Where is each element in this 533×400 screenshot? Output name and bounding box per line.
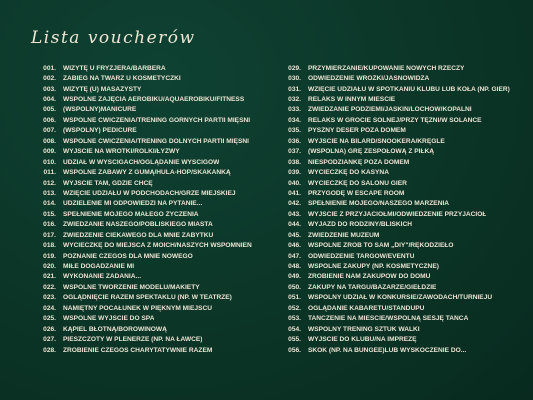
voucher-text: WIZYTĘ (U) MASAŻYSTY	[63, 85, 142, 93]
voucher-number: 021.	[43, 273, 56, 281]
voucher-number: 027.	[43, 336, 56, 344]
voucher-item	[34, 126, 274, 136]
voucher-text: WYJŚCIE NA WROTKI/ROLKI/ŁYŻWY	[63, 148, 180, 156]
voucher-item	[34, 240, 274, 250]
voucher-number: 048.	[288, 263, 301, 271]
voucher-number: 038.	[288, 158, 301, 166]
voucher-item	[283, 303, 528, 313]
voucher-text: ODWIEDZENIE WRÓŻKI/JASNOWIDZA	[308, 75, 430, 83]
voucher-text: (WSPÓLNY) PEDICURE	[63, 127, 137, 135]
voucher-text: (WSPÓLNY)MANICURE	[63, 106, 137, 114]
voucher-text: ZWIEDZENIE CIEKAWEGO DLA MNIE ZABYTKU	[63, 231, 214, 239]
voucher-text: UDZIAŁ W WYŚCIGACH/OGLĄDANIE WYŚCIGÓW	[63, 158, 220, 166]
voucher-item	[34, 199, 274, 209]
voucher-item	[34, 314, 274, 324]
voucher-number: 013.	[43, 189, 56, 197]
voucher-number: 012.	[43, 179, 56, 187]
voucher-item	[283, 314, 528, 324]
voucher-item	[34, 178, 274, 188]
voucher-number: 028.	[43, 346, 56, 354]
voucher-text: WYJAZD DO RODZINY/BLISKICH	[308, 221, 413, 229]
voucher-text: SPEŁNIENIE MOJEGO MAŁEGO ŻYCZENIA	[63, 210, 199, 218]
voucher-item	[283, 136, 528, 146]
voucher-item	[34, 84, 274, 94]
voucher-item	[283, 334, 528, 344]
voucher-number: 010.	[43, 158, 56, 166]
voucher-number: 011.	[43, 169, 56, 177]
voucher-item	[283, 167, 528, 177]
voucher-number: 014.	[43, 200, 56, 208]
voucher-item	[283, 147, 528, 157]
voucher-number: 039.	[288, 169, 301, 177]
voucher-number: 045.	[288, 231, 301, 239]
page-title: Lista voucherów	[31, 28, 196, 48]
voucher-text: WYJŚCIE TAM, GDZIE CHCĘ	[63, 179, 153, 187]
voucher-number: 015.	[43, 210, 56, 218]
voucher-number: 042.	[288, 200, 301, 208]
voucher-item	[283, 94, 528, 104]
voucher-item	[34, 105, 274, 115]
voucher-text: PIESZCZOTY W PLENERZE (NP. NA ŁAWCE)	[63, 336, 203, 344]
voucher-text: WIZYTĘ U FRYZJERA/BARBERA	[63, 64, 166, 72]
voucher-number: 008.	[43, 137, 56, 145]
voucher-item	[34, 167, 274, 177]
voucher-item	[34, 147, 274, 157]
voucher-number: 005.	[43, 106, 56, 114]
voucher-text: RELAKS W GROCIE SOLNEJ/PRZY TĘŻNI/W SOLANCE	[308, 116, 482, 124]
voucher-item	[34, 230, 274, 240]
voucher-number: 004.	[43, 96, 56, 104]
voucher-text: SKOK (NP. NA BUNGEE)LUB WYSKOCZENIE DO...	[308, 346, 467, 354]
voucher-item	[34, 209, 274, 219]
voucher-number: 026.	[43, 325, 56, 333]
voucher-text: WSPÓLNE ĆWICZENIA/TRENING GÓRNYCH PARTII MIĘŚNI	[63, 116, 251, 124]
voucher-item	[283, 324, 528, 334]
voucher-item	[34, 251, 274, 261]
voucher-text: (WSPÓLNA) GRĘ ZESPOŁOWĄ Z PIŁKĄ	[308, 148, 435, 156]
voucher-item	[283, 115, 528, 125]
voucher-item	[283, 345, 528, 355]
voucher-number: 051.	[288, 294, 301, 302]
voucher-number: 047.	[288, 252, 301, 260]
voucher-number: 033.	[288, 106, 301, 114]
voucher-item	[34, 303, 274, 313]
voucher-text: WZIĘCIE UDZIAŁU W SPOTKANIU KLUBU LUB KOŁA (NP. GIER)	[308, 85, 510, 93]
voucher-number: 023.	[43, 294, 56, 302]
voucher-item	[34, 282, 274, 292]
voucher-text: WSPÓLNE TWORZENIE MODELU/MAKIETY	[63, 283, 200, 291]
voucher-item	[34, 188, 274, 198]
voucher-item	[34, 324, 274, 334]
voucher-number: 030.	[288, 75, 301, 83]
voucher-number: 036.	[288, 137, 301, 145]
voucher-number: 046.	[288, 242, 301, 250]
voucher-item	[283, 73, 528, 83]
voucher-item	[283, 240, 528, 250]
voucher-item	[34, 157, 274, 167]
voucher-number: 031.	[288, 85, 301, 93]
voucher-item	[283, 105, 528, 115]
voucher-item	[283, 220, 528, 230]
voucher-item	[34, 115, 274, 125]
voucher-text: PRZYMIERZANIE/KUPOWANIE NOWYCH RZECZY	[308, 64, 465, 72]
voucher-text: WYJŚCIE DO KLUBU/NA IMPREZĘ	[308, 336, 417, 344]
voucher-item	[283, 293, 528, 303]
voucher-list-left	[34, 63, 274, 355]
voucher-text: WSPÓLNE ZRÓB TO SAM „DIY"/RĘKODZIEŁO	[308, 242, 454, 250]
voucher-number: 025.	[43, 315, 56, 323]
voucher-number: 018.	[43, 242, 56, 250]
voucher-number: 029.	[288, 64, 301, 72]
voucher-text: NIESPODZIANKĘ POZA DOMEM	[308, 158, 410, 166]
voucher-number: 002.	[43, 75, 56, 83]
voucher-number: 006.	[43, 116, 56, 124]
voucher-text: WSPÓLNY UDZIAŁ W KONKURSIE/ZAWODACH/TURNIEJU	[308, 294, 493, 302]
voucher-item	[283, 251, 528, 261]
voucher-number: 056.	[288, 346, 301, 354]
voucher-number: 040.	[288, 179, 301, 187]
voucher-item	[283, 178, 528, 188]
voucher-text: OGLĄDANIE KABARETU/STANDUPU	[308, 304, 425, 312]
voucher-text: WZIĘCIE UDZIAŁU W PODCHODACH/GRZE MIEJSKIEJ	[63, 189, 236, 197]
voucher-number: 022.	[43, 283, 56, 291]
voucher-number: 050.	[288, 283, 301, 291]
voucher-list-right	[283, 63, 528, 355]
voucher-text: TAŃCZENIE NA MIEŚCIE/WSPÓLNĄ SESJĘ TAŃCA	[308, 315, 469, 323]
voucher-number: 007.	[43, 127, 56, 135]
voucher-text: ZROBIENIE CZEGOŚ CHARYTATYWNIE RAZEM	[63, 346, 213, 354]
voucher-text: RELAKS W INNYM MIEŚCIE	[308, 96, 396, 104]
voucher-number: 017.	[43, 231, 56, 239]
voucher-item	[283, 157, 528, 167]
voucher-text: WSPÓLNE ZABAWY Z GUMĄ/HULA-HOP/SKAKANKĄ	[63, 169, 231, 177]
voucher-number: 019.	[43, 252, 56, 260]
voucher-number: 055.	[288, 336, 301, 344]
voucher-text: ZWIEDZANIE NASZEGO/POBLISKIEGO MIASTA	[63, 221, 213, 229]
voucher-item	[34, 220, 274, 230]
voucher-number: 044.	[288, 221, 301, 229]
voucher-text: WYCIECZKĘ DO SALONU GIER	[308, 179, 407, 187]
voucher-item	[283, 272, 528, 282]
voucher-item	[283, 126, 528, 136]
voucher-number: 041.	[288, 189, 301, 197]
voucher-text: ZROBIENIE NAM ZAKUPÓW DO DOMU	[308, 273, 431, 281]
voucher-text: ZAKUPY NA TARGU/BAZARZE/GIEŁDZIE	[308, 283, 437, 291]
voucher-text: PRZYGODĘ W ESCAPE ROOM	[308, 189, 405, 197]
voucher-item	[34, 272, 274, 282]
voucher-number: 009.	[43, 148, 56, 156]
voucher-text: ODWIEDZENIE TARGÓW/EVENTU	[308, 252, 415, 260]
voucher-item	[34, 293, 274, 303]
voucher-number: 037.	[288, 148, 301, 156]
voucher-item	[283, 199, 528, 209]
voucher-text: WYCIECZKĘ DO MIEJSCA Z MOICH/NASZYCH WSPOMNIEŃ	[63, 242, 252, 250]
voucher-text: SPEŁNIENIE MOJEGO/NASZEGO MARZENIA	[308, 200, 450, 208]
voucher-number: 054.	[288, 325, 301, 333]
voucher-text: WSPÓLNE ĆWICZENIA/TRENING DOLNYCH PARTII MIĘŚNI	[63, 137, 249, 145]
voucher-text: WSPÓLNE ZAKUPY (NP. KOSMETYCZNE)	[308, 263, 439, 271]
voucher-number: 043.	[288, 210, 301, 218]
voucher-text: KĄPIEL BŁOTNĄ/BOROWINOWĄ	[63, 325, 167, 333]
voucher-number: 053.	[288, 315, 301, 323]
voucher-text: PYSZNY DESER POZA DOMEM	[308, 127, 406, 135]
voucher-number: 016.	[43, 221, 56, 229]
voucher-text: WYCIECZKĘ DO KASYNA	[308, 169, 389, 177]
voucher-text: MIŁE DOGADZANIE MI	[63, 263, 135, 271]
voucher-text: WYJŚCIE Z PRZYJACIÓŁMI/ODWIEDZENIE PRZYJACIÓŁ	[308, 210, 487, 218]
voucher-number: 034.	[288, 116, 301, 124]
voucher-item	[34, 345, 274, 355]
voucher-number: 024.	[43, 304, 56, 312]
voucher-item	[34, 334, 274, 344]
voucher-text: OGLĄDNIĘCIE RAZEM SPEKTAKLU (NP. W TEATRZE)	[63, 294, 232, 302]
voucher-item	[283, 230, 528, 240]
voucher-number: 052.	[288, 304, 301, 312]
voucher-number: 049.	[288, 273, 301, 281]
voucher-number: 020.	[43, 263, 56, 271]
voucher-number: 001.	[43, 64, 56, 72]
voucher-item	[34, 261, 274, 271]
voucher-item	[34, 136, 274, 146]
voucher-text: ZWIEDZANIE PODZIEMI/JASKIŃ/LOCHÓW/KOPALNI	[308, 106, 472, 114]
voucher-text: POZNANIE CZEGOŚ DLA MNIE NOWEGO	[63, 252, 193, 260]
voucher-number: 032.	[288, 96, 301, 104]
voucher-text: ZABIEG NA TWARZ U KOSMETYCZKI	[63, 75, 181, 83]
voucher-text: UDZIELENIE MI ODPOWIEDZI NA PYTANIE...	[63, 200, 203, 208]
voucher-item	[283, 209, 528, 219]
voucher-item	[283, 188, 528, 198]
voucher-text: WSPÓLNE WYJŚCIE DO SPA	[63, 315, 155, 323]
voucher-text: WYJŚCIE NA BILARD/SNOOKERA/KRĘGLE	[308, 137, 445, 145]
voucher-number: 035.	[288, 127, 301, 135]
voucher-item	[34, 63, 274, 73]
voucher-text: NAMIĘTNY POCAŁUNEK W PIĘKNYM MIEJSCU	[63, 304, 212, 312]
voucher-text: ZWIEDZENIE MUZEUM	[308, 231, 380, 239]
voucher-text: WYKONANIE ZADANIA...	[63, 273, 142, 281]
voucher-item	[283, 84, 528, 94]
voucher-text: WSPÓLNE ZAJĘCIA AEROBIKU/AQUAEROBIKU/FITNESS	[63, 96, 245, 104]
voucher-item	[34, 94, 274, 104]
voucher-item	[283, 63, 528, 73]
voucher-item	[283, 261, 528, 271]
voucher-item	[34, 73, 274, 83]
voucher-text: WSPÓLNY TRENING SZTUK WALKI	[308, 325, 420, 333]
voucher-number: 003.	[43, 85, 56, 93]
voucher-item	[283, 282, 528, 292]
